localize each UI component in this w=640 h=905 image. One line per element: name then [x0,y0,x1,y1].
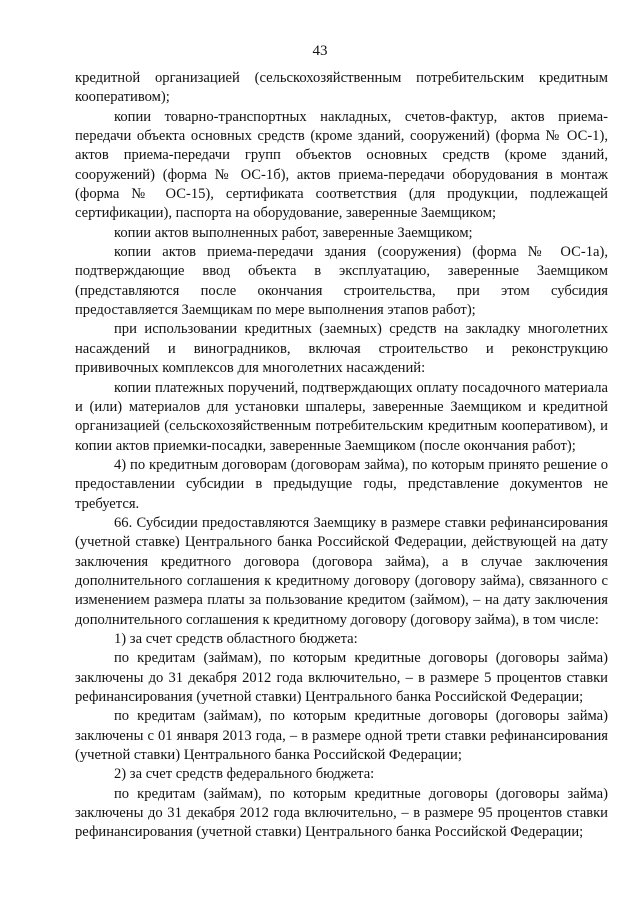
paragraph: при использовании кредитных (заемных) средств на закладку многолетних насаждений и виноградников, включая строительство и реконструкцию прививочных комплексов для многолетних насаждений: [75,321,608,377]
paragraph: 4) по кредитным договорам (договорам займа), по которым принято решение о предоставлении субсидии в предыдущие годы, представление документов не требуется. [75,456,608,512]
paragraph: по кредитам (займам), по которым кредитные договоры (договоры займа) заключены с 01 января 2013 года, – в размере одной трети ставки рефинансирования (учетной ставки) Центрального банка Российской Федерации; [75,708,608,764]
paragraph: кредитной организацией (сельскохозяйственным потребительским кредитным кооперативом); [75,70,608,106]
document-body [75,69,608,843]
paragraph: по кредитам (займам), по которым кредитные договоры (договоры займа) заключены до 31 декабря 2012 года включительно, – в размере 95 процентов ставки рефинансирования (учетной ставки) Центрального банка Российской Федерации; [75,785,608,841]
paragraph: 2) за счет средств федерального бюджета: [114,766,375,783]
page-number: 43 [312,43,328,59]
paragraph: копии актов выполненных работ, заверенные Заемщиком; [114,224,473,241]
paragraph: по кредитам (займам), по которым кредитные договоры (договоры займа) заключены до 31 декабря 2012 года включительно, – в размере 5 процентов ставки рефинансирования (учетной ставки) Центрального банка Российской Федерации; [75,650,608,705]
paragraph: копии актов приема-передачи здания (сооружения) (форма № ОС-1а), подтверждающие ввод объекта в эксплуатацию, заверенные Заемщиком (представляются после окончания строительства, при этом субсидия предоставляется Заемщикам по мере выполнения этапов работ); [75,244,608,319]
paragraph: копии платежных поручений, подтверждающих оплату посадочного материала и (или) материалов для установки шпалеры, заверенные Заемщиком и кредитной организацией (сельскохозяйственным потребительским кредитным кооперативом), и копии актов приемки-посадки, заверенные Заемщиком (после окончания работ); [75,379,608,454]
paragraph: копии товарно-транспортных накладных, счетов-фактур, актов приема-передачи объекта основных средств (кроме зданий, сооружений) (форма № ОС-1), актов приема-передачи групп объектов основных средств (кроме зданий, сооружений) (форма № ОС-1б), актов приема-передачи оборудования в монтаж (форма № ОС-15), сертификата соответствия (для продукции, подлежащей сертификации), паспорта на оборудование, заверенные Заемщиком; [75,108,608,222]
paragraph: 1) за счет средств областного бюджета: [114,630,358,647]
paragraph: 66. Субсидии предоставляются Заемщику в размере ставки рефинансирования (учетной ставке) Центрального банка Российской Федерации, действующей на дату заключения кредитного договора (договора займа), а в случае заключения дополнительного соглашения к кредитному договору (договору займа), связанного с изменением размера платы за пользование кредитом (займом), – на дату заключения дополнительного соглашения к кредитному договору (договору займа), в том числе: [75,514,608,628]
